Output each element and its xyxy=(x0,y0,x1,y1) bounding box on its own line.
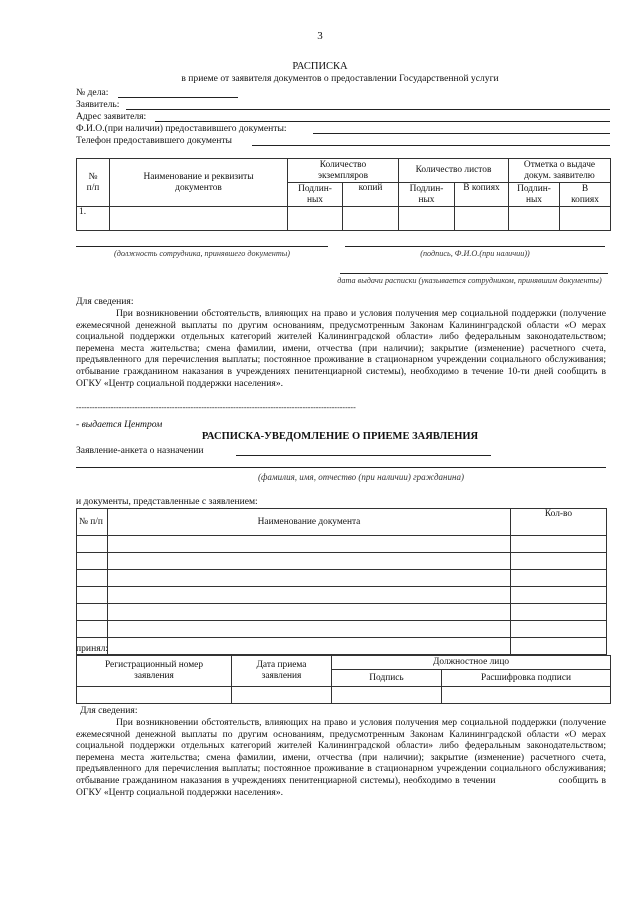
cell-reg-number[interactable] xyxy=(77,687,232,704)
cell[interactable] xyxy=(77,621,108,638)
cell[interactable] xyxy=(343,207,399,231)
cell[interactable] xyxy=(77,604,108,621)
applicant-label: Заявитель: xyxy=(76,99,120,110)
sub-sheet-copies: В копиях xyxy=(455,183,509,207)
submitter-phone-label: Телефон предоставившего документы xyxy=(76,135,232,146)
notice-heading: Для сведения: xyxy=(76,296,134,307)
cell[interactable] xyxy=(560,207,611,231)
docs-label: и документы, представленные с заявлением: xyxy=(76,496,258,507)
col-no-header: № п/п xyxy=(77,509,108,536)
cell[interactable] xyxy=(511,621,607,638)
position-signature-line[interactable] xyxy=(76,246,328,247)
col-issue-mark-header: Отметка о выдаче докум. заявителю xyxy=(509,159,611,183)
sub-mark-originals: Подлин- ных xyxy=(509,183,560,207)
receipt-title: РАСПИСКА xyxy=(292,61,348,72)
col-accept-date-header: Дата приема заявления xyxy=(232,656,332,687)
issue-date-caption: дата выдачи расписки (указывается сотрудником, принявшим документы) xyxy=(337,276,602,285)
cell[interactable] xyxy=(77,553,108,570)
notice-text: При возникновении обстоятельств, влияющих на право и условия получения мер социальной поддержки (получение ежемесячной денежной выплаты по другим основаниям, предусмотренным Законам Калининградской области «О мерах социальной поддержки отдельных категорий жителей Калининградской области» либо федеральным законодательством; перемена места жительства; смена фамилии, имени, отчества (при наличии); закрытие (изменение) расчетного счета, предъявленного для перечисления выплаты; постоянное проживание в стационарном учреждении социального обслуживания; отбывание гражданином наказания в учреждениях пенитенциарной системы), необходимо в течение 10-ти дней сообщить в ОГКУ «Центр социальной поддержки населения». xyxy=(76,308,606,389)
cell[interactable] xyxy=(108,638,511,655)
cell[interactable] xyxy=(108,587,511,604)
cell[interactable] xyxy=(108,604,511,621)
notice2-heading: Для сведения: xyxy=(80,705,138,716)
cell[interactable] xyxy=(108,621,511,638)
sub-originals: Подлин- ных xyxy=(288,183,343,207)
cut-line: --------------------------------------------------------------------------------------------------------- xyxy=(76,403,356,412)
col-no-header: № п/п xyxy=(77,159,110,207)
submitter-name-field[interactable] xyxy=(313,133,610,134)
position-caption: (должность сотрудника, принявшего документы) xyxy=(113,249,290,258)
accepted-label: принял: xyxy=(76,643,109,654)
applicant-field[interactable] xyxy=(126,109,610,110)
registration-table xyxy=(76,655,611,704)
cell[interactable] xyxy=(511,638,607,655)
signature-caption: (подпись, Ф.И.О.(при наличии)) xyxy=(420,249,530,258)
cell[interactable] xyxy=(511,604,607,621)
signature-line[interactable] xyxy=(345,246,605,247)
sub-signature-decoding: Расшифровка подписи xyxy=(442,670,611,687)
submitted-documents-table xyxy=(76,508,607,655)
issue-date-line[interactable] xyxy=(340,273,608,274)
receipt-documents-table xyxy=(76,158,611,231)
cell[interactable] xyxy=(455,207,509,231)
page-number: 3 xyxy=(317,30,323,42)
col-official-header: Должностное лицо xyxy=(332,656,611,670)
cell[interactable] xyxy=(511,536,607,553)
cell[interactable] xyxy=(288,207,343,231)
applicant-address-label: Адрес заявителя: xyxy=(76,111,147,122)
sub-signature: Подпись xyxy=(332,670,442,687)
col-sheets-header: Количество листов xyxy=(399,159,509,183)
cell[interactable] xyxy=(511,553,607,570)
cell[interactable] xyxy=(108,536,511,553)
row-number: 1. xyxy=(77,207,110,231)
col-copies-header: Количество экземпляров xyxy=(288,159,399,183)
citizen-name-caption: (фамилия, имя, отчество (при наличии) гражданина) xyxy=(258,472,464,482)
col-reg-number-header: Регистрационный номер заявления xyxy=(77,656,232,687)
col-qty-header: Кол-во xyxy=(511,509,607,536)
cell[interactable] xyxy=(509,207,560,231)
cell[interactable] xyxy=(511,587,607,604)
col-doc-name-header: Наименование и реквизиты документов xyxy=(110,159,288,207)
application-purpose-field[interactable] xyxy=(236,455,491,456)
cell[interactable] xyxy=(77,587,108,604)
cell-signature[interactable] xyxy=(332,687,442,704)
cell[interactable] xyxy=(77,570,108,587)
notice2-text: При возникновении обстоятельств, влияющих на право и условия получения мер социальной поддержки (получение ежемесячной денежной выплаты по другим основаниям, предусмотренным Законам Калининградской области «О мерах социальной поддержки отдельных категорий жителей Калининградской области» либо федеральным законодательством; перемена места жительства; смена фамилии, имени, отчества (при наличии); закрытие (изменение) расчетного счета, предъявленного для перечисления выплаты; постоянное проживание в стационарном учреждении социального обслуживания; отбывание гражданином наказания в учреждениях пенитенциарной системы), необходимо в течении сообщить в ОГКУ «Центр социальной поддержки населения». xyxy=(76,717,609,798)
cell[interactable] xyxy=(77,536,108,553)
case-number-label: № дела: xyxy=(76,87,109,98)
cell[interactable] xyxy=(108,570,511,587)
cell-doc-name[interactable] xyxy=(110,207,288,231)
citizen-name-field[interactable] xyxy=(76,467,606,468)
cell[interactable] xyxy=(399,207,455,231)
cell[interactable] xyxy=(108,553,511,570)
sub-copies: копий xyxy=(343,183,399,207)
sub-sheet-originals: Подлин- ных xyxy=(399,183,455,207)
notification-title: РАСПИСКА-УВЕДОМЛЕНИЕ О ПРИЕМЕ ЗАЯВЛЕНИЯ xyxy=(201,431,479,442)
application-label: Заявление-анкета о назначении xyxy=(76,445,204,456)
cell[interactable] xyxy=(511,570,607,587)
cell-accept-date[interactable] xyxy=(232,687,332,704)
sub-mark-copies: В копиях xyxy=(560,183,611,207)
col-doc-name-header: Наименование документа xyxy=(108,509,511,536)
cell-signature-decoding[interactable] xyxy=(442,687,611,704)
applicant-address-field[interactable] xyxy=(155,121,610,122)
submitter-name-label: Ф.И.О.(при наличии) предоставившего документы: xyxy=(76,123,287,134)
case-number-field[interactable] xyxy=(118,97,238,98)
receipt-subtitle: в приеме от заявителя документов о предоставлении Государственной услуги xyxy=(181,73,499,84)
issued-by-center: - выдается Центром xyxy=(76,419,163,430)
submitter-phone-field[interactable] xyxy=(252,145,610,146)
